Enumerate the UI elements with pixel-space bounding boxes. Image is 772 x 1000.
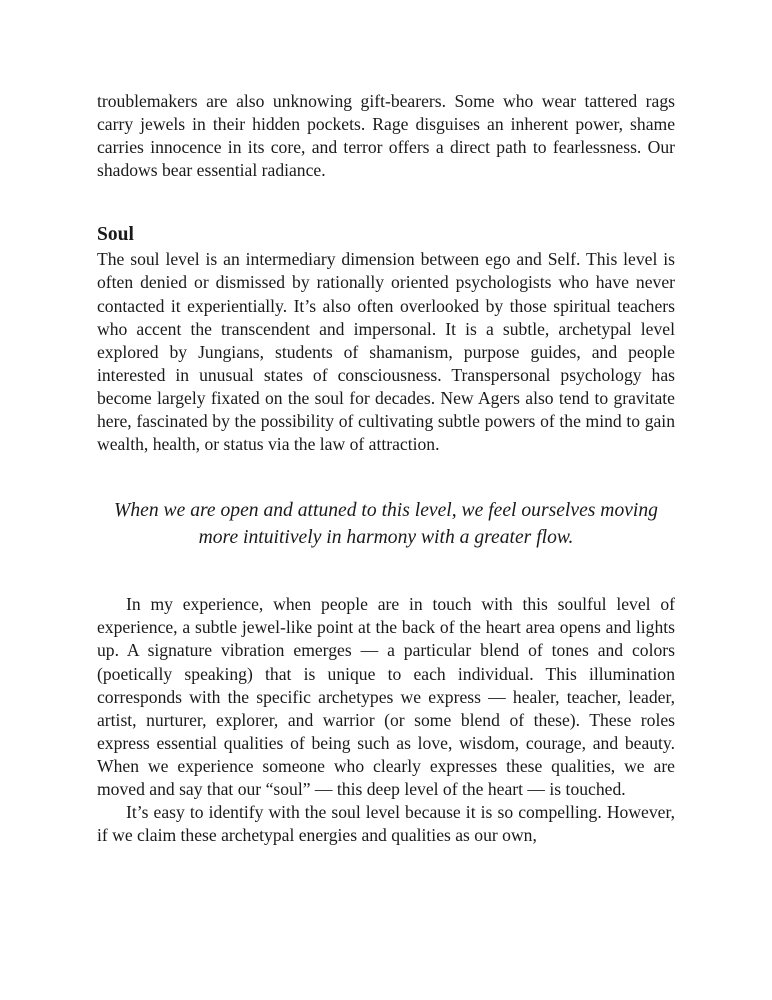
section-heading: Soul	[97, 224, 134, 246]
closing-paragraph: It’s easy to identify with the soul level because it is so compelling. However, if we claim these archetypal energies and qualities as our own,	[97, 802, 675, 846]
opening-paragraph: troublemakers are also unknowing gift-bearers. Some who wear tattered rags carry jewels in their hidden pockets. Rage disguises an inherent power, shame carries innocence in its core, and terror offers a direct path to fearlessness. Our shadows bear essential radiance.	[97, 91, 675, 181]
soul-paragraph: The soul level is an intermediary dimension between ego and Self. This level is often denied or dismissed by rationally oriented psychologists who have never contacted it experientially. It’s also often overlooked by those spiritual teachers who accent the transcendent and impersonal. It is a subtle, archetypal level explored by Jungians, students of shamanism, purpose guides, and people interested in unusual states of consciousness. Transpersonal psychology has become largely fixated on the soul for decades. New Agers also tend to gravitate here, fascinated by the possibility of cultivating subtle powers of the mind to gain wealth, health, or status via the law of attraction.	[97, 249, 675, 455]
book-page	[97, 90, 675, 847]
experience-paragraph: In my experience, when people are in touch with this soulful level of experience, a subtle jewel-like point at the back of the heart area opens and lights up. A signature vibration emerges — a particular blend of tones and colors (poetically speaking) that is unique to each individual. This illumination corresponds with the specific archetypes we express — healer, teacher, leader, artist, nurturer, explorer, and warrior (or some blend of these). These roles express essential qualities of being such as love, wisdom, courage, and beauty. When we experience someone who clearly expresses these qualities, we are moved and say that our “soul” — this deep level of the heart — is touched.	[97, 594, 675, 799]
pull-quote: When we are open and attuned to this level, we feel ourselves moving more intuitively in harmony with a greater flow.	[114, 500, 658, 548]
